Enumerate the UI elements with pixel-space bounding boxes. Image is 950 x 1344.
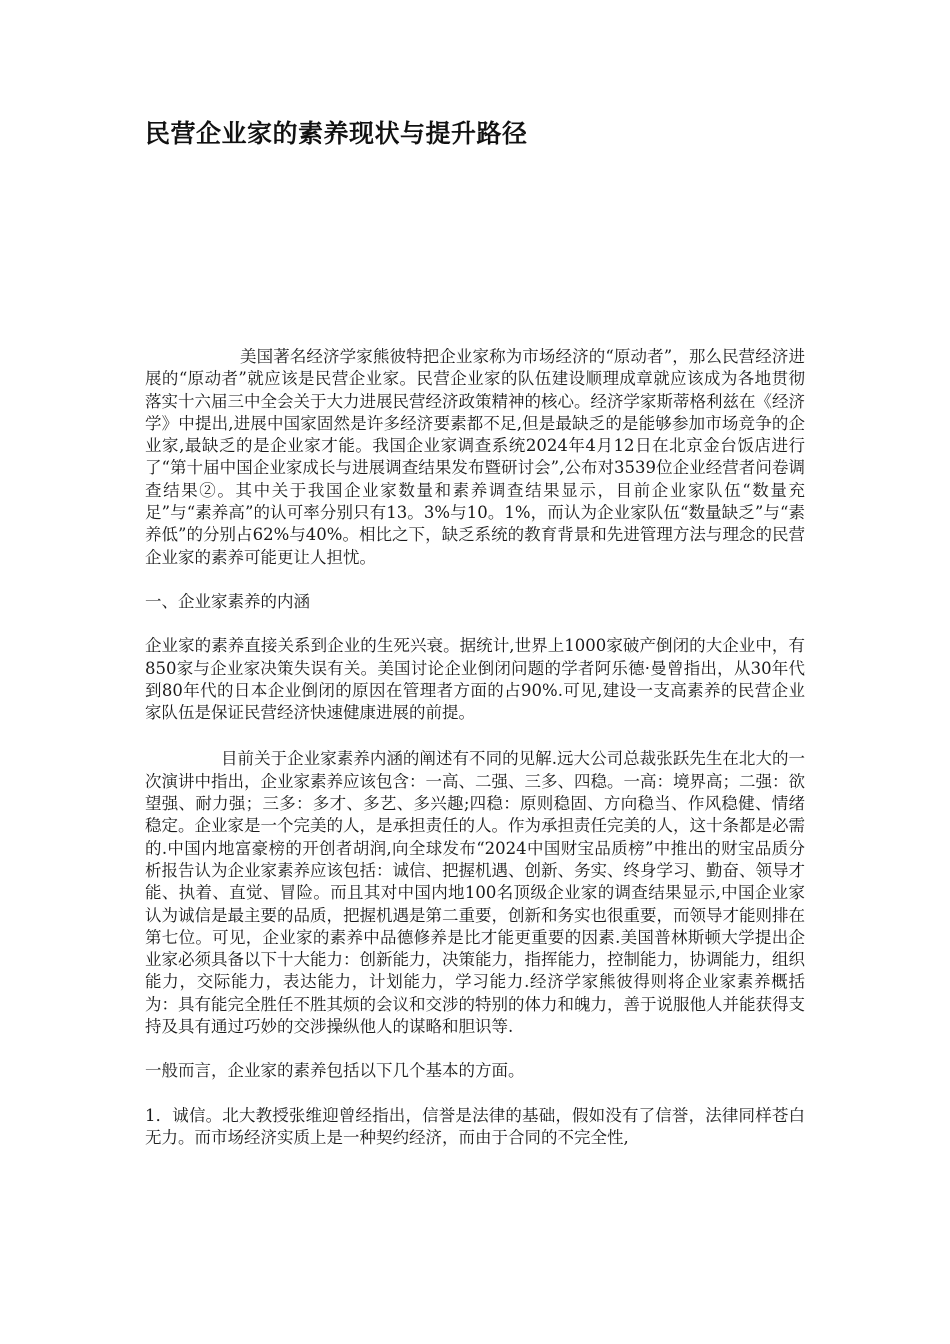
document-body <box>145 346 805 1149</box>
body-paragraph: 目前关于企业家素养内涵的阐述有不同的见解.远大公司总裁张跃先生在北大的一次演讲中指出，企业家素养应该包含：一高、二强、三多、四稳。一高：境界高；二强：欲望强、耐力强；三多：多才、多艺、多兴趣;四稳：原则稳固、方向稳当、作风稳健、情绪稳定。企业家是一个完美的人，是承担责任的人。作为承担责任完美的人，这十条都是必需的.中国内地富豪榜的开创者胡润,向全球发布“2024中国财宝品质榜”中推出的财宝品质分析报告认为企业家素养应该包括：诚信、把握机遇、创新、务实、终身学习、勤奋、领导才能、执着、直觉、冒险。而且其对中国内地100名顶级企业家的调查结果显示,中国企业家认为诚信是最主要的品质，把握机遇是第二重要，创新和务实也很重要，而领导才能则排在第七位。可见，企业家的素养中品德修养是比才能更重要的因素.美国普林斯顿大学提出企业家必须具备以下十大能力：创新能力，决策能力，指挥能力，控制能力，协调能力，组织能力，交际能力，表达能力，计划能力，学习能力.经济学家熊彼得则将企业家素养概括为：具有能完全胜任不胜其烦的会议和交涉的特别的体力和魄力，善于说服他人并能获得支持及具有通过巧妙的交涉操纵他人的谋略和胆识等. <box>145 749 805 1037</box>
list-item-paragraph: 1．诚信。北大教授张维迎曾经指出，信誉是法律的基础，假如没有了信誉，法律同样苍白无力。而市场经济实质上是一种契约经济，而由于合同的不完全性, <box>145 1105 805 1147</box>
body-paragraph: 一般而言，企业家的素养包括以下几个基本的方面。 <box>145 1061 525 1081</box>
body-paragraph: 企业家的素养直接关系到企业的生死兴衰。据统计,世界上1000家破产倒闭的大企业中，有850家与企业家决策失误有关。美国讨论企业倒闭问题的学者阿乐德·曼曾指出，从30年代到80年代的日本企业倒闭的原因在管理者方面的占90%.可见,建设一支高素养的民营企业家队伍是保证民营经济快速健康进展的前提。 <box>145 636 805 723</box>
section-heading: 一、企业家素养的内涵 <box>145 591 310 611</box>
intro-paragraph: 美国著名经济学家熊彼特把企业家称为市场经济的“原动者”，那么民营经济进展的“原动者”就应该是民营企业家。民营企业家的队伍建设顺理成章就应该成为各地贯彻落实十六届三中全会关于大力进展民营经济政策精神的核心。经济学家斯蒂格利兹在《经济学》中提出,进展中国家固然是许多经济要素都不足,但是最缺乏的是能够参加市场竞争的企业家,最缺乏的是企业家才能。我国企业家调查系统2024年4月12日在北京金台饭店进行了“第十届中国企业家成长与进展调查结果发布暨研讨会”,公布对3539位企业经营者问卷调查结果②。其中关于我国企业家数量和素养调查结果显示，目前企业家队伍“数量充足”与“素养高”的认可率分别只有13。3%与10。1%，而认为企业家队伍“数量缺乏”与“素养低”的分别占62%与40%。相比之下，缺乏系统的教育背景和先进管理方法与理念的民营企业家的素养可能更让人担忧。 <box>145 347 805 567</box>
document-title: 民营企业家的素养现状与提升路径 <box>145 119 528 148</box>
